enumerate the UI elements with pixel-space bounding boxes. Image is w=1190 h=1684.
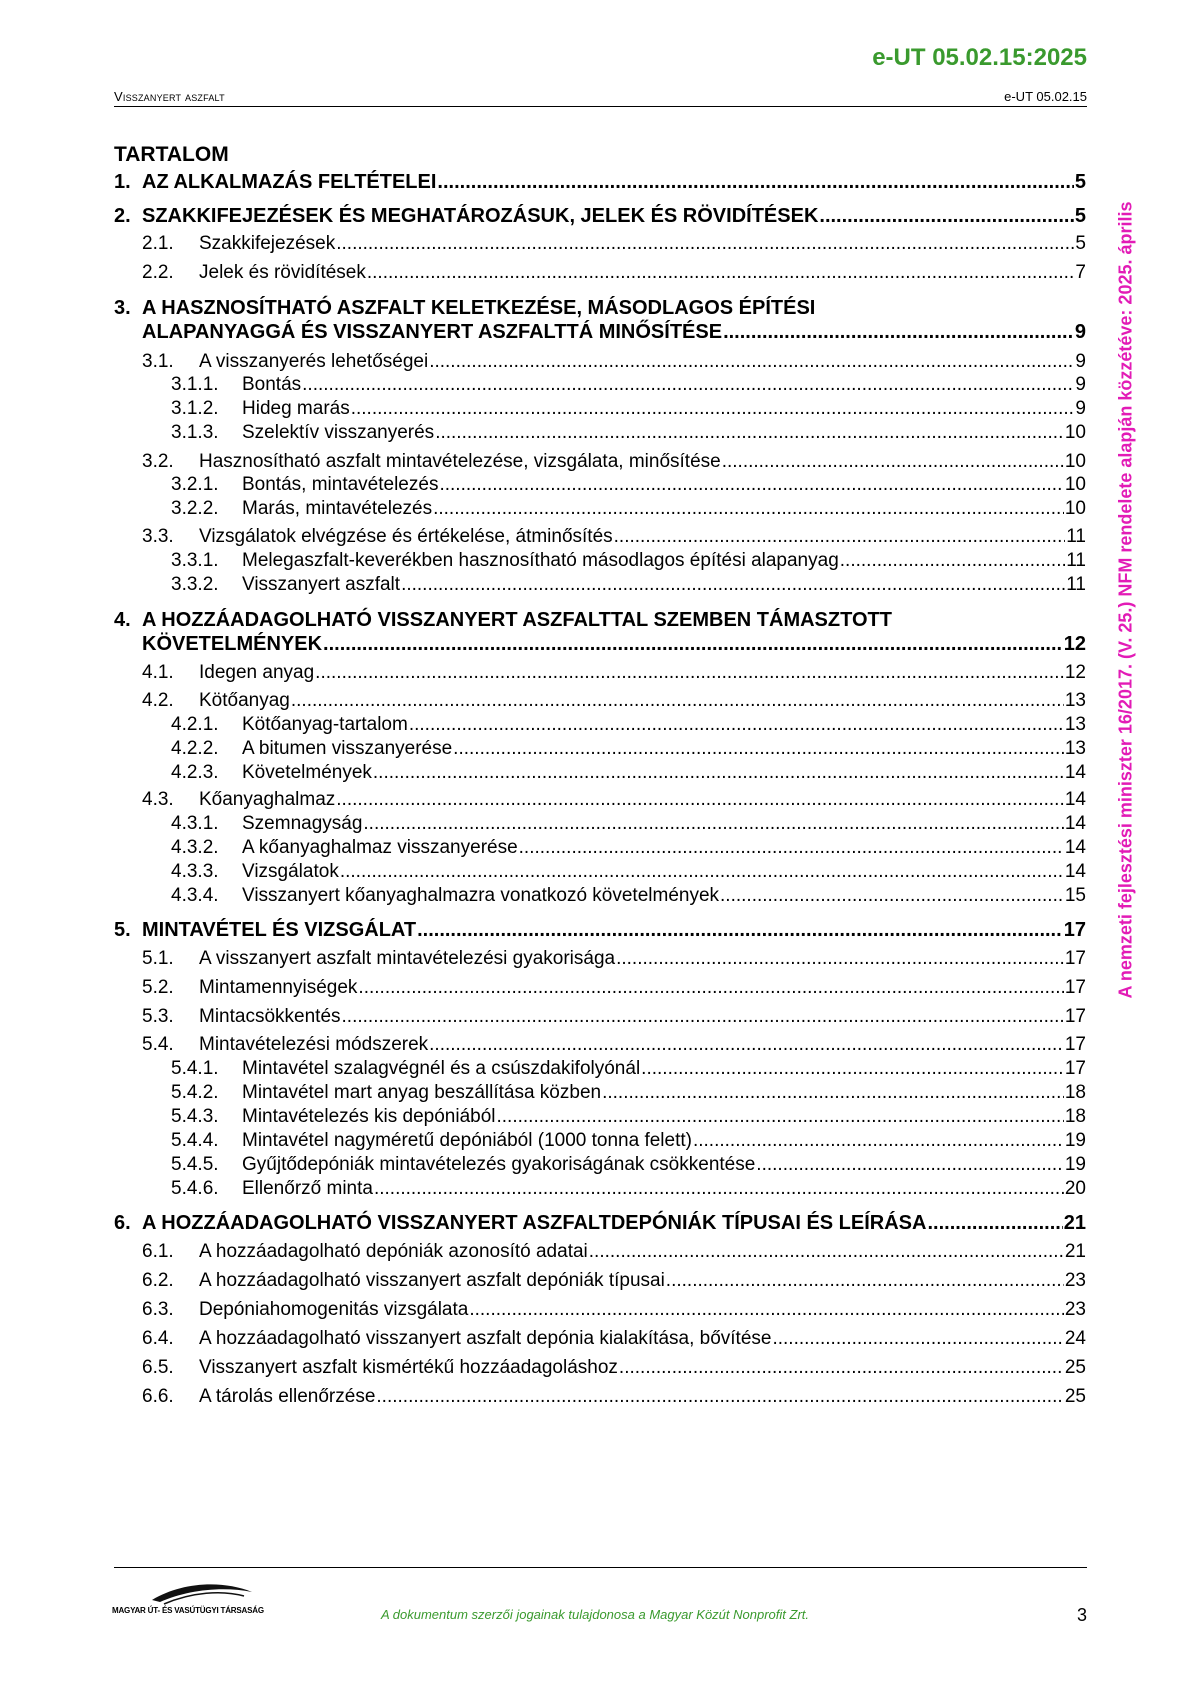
toc-leader-dots [720, 885, 1064, 907]
toc-leader-dots [772, 1328, 1063, 1350]
toc-entry[interactable] [114, 837, 1086, 859]
toc-entry[interactable] [114, 813, 1086, 835]
toc-entry[interactable] [114, 526, 1086, 548]
toc-entry-page: 18 [1064, 1082, 1086, 1103]
toc-entry-page: 15 [1064, 885, 1086, 906]
toc-entry-number: 2. [114, 205, 131, 227]
toc-leader-dots [437, 171, 1073, 194]
toc-entry-number: 3.1.1. [171, 374, 219, 395]
toc-entry[interactable] [114, 233, 1086, 255]
toc-entry-page: 12 [1064, 662, 1086, 683]
toc-leader-dots [417, 919, 1063, 942]
toc-entry[interactable] [114, 1299, 1086, 1321]
toc-entry-page: 19 [1064, 1154, 1086, 1175]
toc-leader-dots [340, 861, 1064, 883]
toc-title: TARTALOM [114, 143, 229, 166]
toc-entry-title: Mintavétel szalagvégnél és a csúszdakifolyónál [242, 1058, 641, 1079]
toc-entry-title: Ellenőrző minta [242, 1178, 373, 1199]
toc-entry-page: 18 [1064, 1106, 1086, 1127]
toc-entry-title: A HASZNOSÍTHATÓ ASZFALT KELETKEZÉSE, MÁSODLAGOS ÉPÍTÉSI [142, 297, 816, 319]
toc-entry-page: 20 [1064, 1178, 1086, 1199]
running-header-title: Visszanyert aszfalt [114, 89, 225, 104]
toc-entry[interactable] [114, 262, 1086, 284]
toc-entry-page: 13 [1064, 738, 1086, 759]
toc-leader-dots [429, 351, 1074, 373]
toc-entry[interactable] [114, 948, 1086, 970]
toc-entry-title: Vizsgálatok [242, 861, 339, 882]
toc-entry-number: 4. [114, 609, 131, 631]
toc-leader-dots [439, 474, 1063, 496]
toc-entry[interactable] [114, 714, 1086, 736]
toc-entry[interactable] [114, 374, 1086, 396]
toc-entry-title: Depóniahomogenitás vizsgálata [199, 1299, 469, 1320]
page-number: 3 [1076, 1605, 1087, 1625]
toc-entry-number: 6.6. [142, 1386, 174, 1407]
toc-entry-number: 6.2. [142, 1270, 174, 1291]
toc-entry-page: 9 [1074, 321, 1086, 343]
toc-leader-dots [336, 789, 1064, 811]
toc-entry[interactable] [114, 351, 1086, 373]
toc-leader-dots [589, 1241, 1064, 1263]
toc-entry-page: 12 [1063, 633, 1086, 655]
toc-entry-number: 6. [114, 1212, 131, 1234]
toc-leader-dots [722, 451, 1064, 473]
toc-entry[interactable] [114, 321, 1086, 344]
logo-text: MAGYAR ÚT- ÉS VASÚTÜGYI TÁRSASÁG [112, 1606, 264, 1615]
toc-entry-title: Bontás [242, 374, 302, 395]
toc-entry[interactable] [114, 633, 1086, 656]
toc-entry-number: 6.3. [142, 1299, 174, 1320]
toc-entry-number: 4.3. [142, 789, 174, 810]
toc-entry-title: Melegaszfalt-keverékben hasznosítható másodlagos építési alapanyag [242, 550, 839, 571]
toc-entry-number: 5.4. [142, 1034, 174, 1055]
toc-entry-title: Kötőanyag [199, 690, 290, 711]
toc-leader-dots [614, 526, 1066, 548]
toc-leader-dots [374, 1178, 1064, 1200]
toc-entry[interactable] [114, 1006, 1086, 1028]
toc-entry[interactable] [114, 1357, 1086, 1379]
toc-leader-dots [497, 1106, 1064, 1128]
toc-entry-title: Mintavételezési módszerek [199, 1034, 429, 1055]
toc-leader-dots [723, 321, 1074, 344]
toc-leader-dots [840, 550, 1066, 572]
toc-entry-page: 14 [1064, 789, 1086, 810]
toc-entry-number: 6.5. [142, 1357, 174, 1378]
toc-entry-title: A hozzáadagolható visszanyert aszfalt depóniák típusai [199, 1270, 665, 1291]
toc-entry-page: 17 [1064, 1034, 1086, 1055]
toc-entry-title: Visszanyert aszfalt [242, 574, 401, 595]
toc-entry[interactable] [114, 1082, 1086, 1104]
toc-entry-number: 1. [114, 171, 131, 193]
toc-entry[interactable] [114, 738, 1086, 760]
toc-entry-number: 5.4.3. [171, 1106, 219, 1127]
toc-entry[interactable] [114, 885, 1086, 907]
toc-entry-number: 5.1. [142, 948, 174, 969]
toc-entry-title: Gyűjtődepóniák mintavételezés gyakoriságának csökkentése [242, 1154, 756, 1175]
toc-entry-number: 4.3.4. [171, 885, 219, 906]
toc-entry-page: 17 [1064, 1006, 1086, 1027]
toc-entry-number: 5.2. [142, 977, 174, 998]
toc-leader-dots [469, 1299, 1064, 1321]
toc-entry[interactable] [114, 398, 1086, 420]
toc-entry-number: 3.1.3. [171, 422, 219, 443]
toc-entry-page: 7 [1075, 262, 1086, 283]
toc-entry-number: 4.2.1. [171, 714, 219, 735]
toc-entry-number: 5.3. [142, 1006, 174, 1027]
toc-entry-page: 10 [1064, 451, 1086, 472]
toc-entry[interactable] [114, 861, 1086, 883]
toc-entry-page: 9 [1075, 374, 1086, 395]
toc-entry-number: 5.4.2. [171, 1082, 219, 1103]
toc-entry-page: 5 [1074, 205, 1086, 227]
toc-entry-number: 4.3.1. [171, 813, 219, 834]
toc-entry-page: 14 [1064, 861, 1086, 882]
toc-entry[interactable] [114, 1034, 1086, 1056]
toc-entry-page: 24 [1064, 1328, 1086, 1349]
toc-entry-number: 3.2.2. [171, 498, 219, 519]
toc-entry-number: 3.3. [142, 526, 174, 547]
toc-entry-page: 17 [1063, 919, 1086, 941]
running-header-code: e-UT 05.02.15 [1004, 89, 1087, 104]
toc-entry-page: 10 [1064, 498, 1086, 519]
toc-entry-title: AZ ALKALMAZÁS FELTÉTELEI [142, 171, 437, 193]
toc-entry-title: Visszanyert aszfalt kismértékű hozzáadagoláshoz [199, 1357, 618, 1378]
toc-leader-dots [616, 948, 1064, 970]
toc-entry-number: 5.4.6. [171, 1178, 219, 1199]
toc-entry-title: A visszanyerés lehetőségei [199, 351, 429, 372]
toc-entry-page: 17 [1064, 1058, 1086, 1079]
toc-entry-title: A hozzáadagolható depóniák azonosító adatai [199, 1241, 588, 1262]
toc-entry-number: 3.3.1. [171, 550, 219, 571]
toc-entry-title: MINTAVÉTEL ÉS VIZSGÁLAT [142, 919, 417, 941]
toc-entry-title: A tárolás ellenőrzése [199, 1386, 376, 1407]
toc-entry-page: 13 [1064, 714, 1086, 735]
toc-entry-title: Szakkifejezések [199, 233, 336, 254]
toc-entry-title: Kőanyaghalmaz [199, 789, 336, 810]
toc-entry[interactable] [114, 1212, 1086, 1235]
toc-entry-title: Vizsgálatok elvégzése és értékelése, átminősítés [199, 526, 613, 547]
toc-entry-number: 4.2. [142, 690, 174, 711]
toc-leader-dots [401, 574, 1065, 596]
toc-entry[interactable] [114, 1270, 1086, 1292]
toc-entry-title: Visszanyert kőanyaghalmazra vonatkozó követelmények [242, 885, 720, 906]
toc-entry-title: Idegen anyag [199, 662, 315, 683]
toc-entry-title-line1 [114, 609, 892, 632]
toc-leader-dots [453, 738, 1064, 760]
toc-entry[interactable] [114, 550, 1086, 572]
toc-entry-page: 9 [1075, 351, 1086, 372]
toc-entry-number: 5.4.1. [171, 1058, 219, 1079]
toc-entry[interactable] [114, 762, 1086, 784]
toc-entry-number: 3.1. [142, 351, 174, 372]
toc-entry-title: SZAKKIFEJEZÉSEK ÉS MEGHATÁROZÁSUK, JELEK ÉS RÖVIDÍTÉSEK [142, 205, 819, 227]
toc-leader-dots [358, 977, 1063, 999]
toc-entry-title: Követelmények [242, 762, 372, 783]
toc-entry-page: 14 [1064, 837, 1086, 858]
toc-leader-dots [363, 813, 1063, 835]
toc-entry-title: Szelektív visszanyerés [242, 422, 435, 443]
toc-entry[interactable] [114, 1154, 1086, 1176]
toc-entry[interactable] [114, 1386, 1086, 1408]
toc-entry-page: 11 [1066, 574, 1086, 595]
toc-entry-page: 17 [1064, 977, 1086, 998]
toc-leader-dots [351, 398, 1075, 420]
toc-entry-page: 21 [1063, 1212, 1086, 1234]
toc-entry-title: Marás, mintavételezés [242, 498, 433, 519]
toc-entry-number: 4.2.2. [171, 738, 219, 759]
toc-entry[interactable] [114, 1130, 1086, 1152]
toc-entry[interactable] [114, 205, 1086, 228]
toc-entry-page: 11 [1066, 550, 1086, 571]
toc-entry-number: 4.3.3. [171, 861, 219, 882]
toc-leader-dots [619, 1357, 1064, 1379]
toc-entry-number: 2.1. [142, 233, 174, 254]
toc-entry-page: 14 [1064, 813, 1086, 834]
toc-entry-page: 5 [1074, 171, 1086, 193]
toc-entry-title: A bitumen visszanyerése [242, 738, 453, 759]
toc-entry-title: Mintavételezés kis depóniából [242, 1106, 496, 1127]
toc-leader-dots [323, 633, 1063, 656]
toc-entry[interactable] [114, 1106, 1086, 1128]
toc-entry-page: 23 [1064, 1270, 1086, 1291]
toc-entry-page: 25 [1064, 1386, 1086, 1407]
toc-entry-number: 5.4.5. [171, 1154, 219, 1175]
toc-entry-title: A HOZZÁADAGOLHATÓ VISSZANYERT ASZFALTTAL SZEMBEN TÁMASZTOTT [142, 609, 892, 631]
document-id: e-UT 05.02.15:2025 [872, 44, 1087, 71]
toc-entry[interactable] [114, 474, 1086, 496]
toc-entry[interactable] [114, 498, 1086, 520]
toc-entry-page: 14 [1064, 762, 1086, 783]
footer-divider [114, 1567, 1087, 1568]
toc-entry-number: 5.4.4. [171, 1130, 219, 1151]
toc-entry-title: Jelek és rövidítések [199, 262, 366, 283]
toc-leader-dots [433, 498, 1064, 520]
toc-entry-page: 10 [1064, 474, 1086, 495]
toc-entry-number: 5. [114, 919, 131, 941]
copyright-notice: A dokumentum szerzői jogainak tulajdonosa a Magyar Közút Nonprofit Zrt. [380, 1607, 809, 1622]
toc-leader-dots [435, 422, 1064, 444]
toc-entry[interactable] [114, 1241, 1086, 1263]
toc-leader-dots [376, 1386, 1063, 1408]
toc-entry-page: 10 [1064, 422, 1086, 443]
toc-entry[interactable] [114, 171, 1086, 194]
toc-entry-number: 3.2.1. [171, 474, 219, 495]
toc-leader-dots [602, 1082, 1064, 1104]
toc-leader-dots [666, 1270, 1064, 1292]
toc-entry-page: 25 [1064, 1357, 1086, 1378]
toc-entry[interactable] [114, 690, 1086, 712]
toc-entry-number: 4.1. [142, 662, 174, 683]
toc-entry[interactable] [114, 1058, 1086, 1080]
toc-entry-number: 3.1.2. [171, 398, 219, 419]
running-header [114, 84, 1087, 107]
toc-leader-dots [519, 837, 1064, 859]
toc-entry-number: 4.3.2. [171, 837, 219, 858]
toc-entry-title: Kötőanyag-tartalom [242, 714, 408, 735]
toc-leader-dots [927, 1212, 1062, 1235]
toc-leader-dots [693, 1130, 1064, 1152]
toc-entry-title: Mintavétel nagyméretű depóniából (1000 tonna felett) [242, 1130, 692, 1151]
toc-entry-title: A visszanyert aszfalt mintavételezési gyakorisága [199, 948, 616, 969]
toc-entry-page: 21 [1064, 1241, 1086, 1262]
toc-leader-dots [302, 374, 1074, 396]
toc-leader-dots [336, 233, 1074, 255]
toc-entry-page: 19 [1064, 1130, 1086, 1151]
toc-entry-title: KÖVETELMÉNYEK [142, 633, 323, 655]
toc-entry-title: Hideg marás [242, 398, 350, 419]
toc-entry-title: A HOZZÁADAGOLHATÓ VISSZANYERT ASZFALTDEPÓNIÁK TÍPUSAI ÉS LEÍRÁSA [142, 1212, 927, 1234]
toc-entry[interactable] [114, 662, 1086, 684]
toc-entry-page: 5 [1075, 233, 1086, 254]
toc-entry-page: 23 [1064, 1299, 1086, 1320]
publication-side-note: A nemzeti fejlesztési miniszter 16/2017. (V. 25.) NFM rendelete alapján közzétéve: 2025. április [1115, 201, 1136, 999]
toc-entry-number: 6.1. [142, 1241, 174, 1262]
toc-entry-number: 6.4. [142, 1328, 174, 1349]
toc-leader-dots [342, 1006, 1064, 1028]
toc-entry-title: A hozzáadagolható visszanyert aszfalt depónia kialakítása, bővítése [199, 1328, 772, 1349]
toc-entry-page: 17 [1064, 948, 1086, 969]
toc-entry-title: Szemnagyság [242, 813, 363, 834]
toc-entry-number: 3.2. [142, 451, 174, 472]
toc-leader-dots [641, 1058, 1064, 1080]
toc-leader-dots [367, 262, 1075, 284]
toc-entry-title: A kőanyaghalmaz visszanyerése [242, 837, 518, 858]
toc-entry[interactable] [114, 977, 1086, 999]
toc-entry-title: Mintamennyiségek [199, 977, 358, 998]
toc-entry[interactable] [114, 1328, 1086, 1350]
toc-entry-title: Bontás, mintavételezés [242, 474, 439, 495]
toc-leader-dots [315, 662, 1064, 684]
toc-entry-number: 3. [114, 297, 131, 319]
toc-entry[interactable] [114, 919, 1086, 942]
toc-entry[interactable] [114, 789, 1086, 811]
toc-entry-number: 3.3.2. [171, 574, 219, 595]
toc-leader-dots [373, 762, 1064, 784]
toc-entry[interactable] [114, 422, 1086, 444]
toc-entry-number: 2.2. [142, 262, 174, 283]
toc-entry-page: 11 [1066, 526, 1086, 547]
toc-leader-dots [756, 1154, 1064, 1176]
toc-leader-dots [429, 1034, 1064, 1056]
toc-entry-page: 13 [1064, 690, 1086, 711]
toc-entry[interactable] [114, 1178, 1086, 1200]
toc-entry-page: 9 [1075, 398, 1086, 419]
toc-leader-dots [291, 690, 1064, 712]
toc-leader-dots [409, 714, 1064, 736]
toc-entry-title: Mintavétel mart anyag beszállítása közben [242, 1082, 602, 1103]
toc-entry-title: Hasznosítható aszfalt mintavételezése, vizsgálata, minősítése [199, 451, 721, 472]
toc-entry[interactable] [114, 574, 1086, 596]
toc-entry-title: ALAPANYAGGÁ ÉS VISSZANYERT ASZFALTTÁ MINŐSÍTÉSE [142, 321, 723, 343]
toc-entry[interactable] [114, 451, 1086, 473]
toc-entry-title: Mintacsökkentés [199, 1006, 341, 1027]
toc-leader-dots [819, 205, 1073, 228]
toc-entry-title-line1 [114, 297, 815, 320]
toc-entry-number: 4.2.3. [171, 762, 219, 783]
